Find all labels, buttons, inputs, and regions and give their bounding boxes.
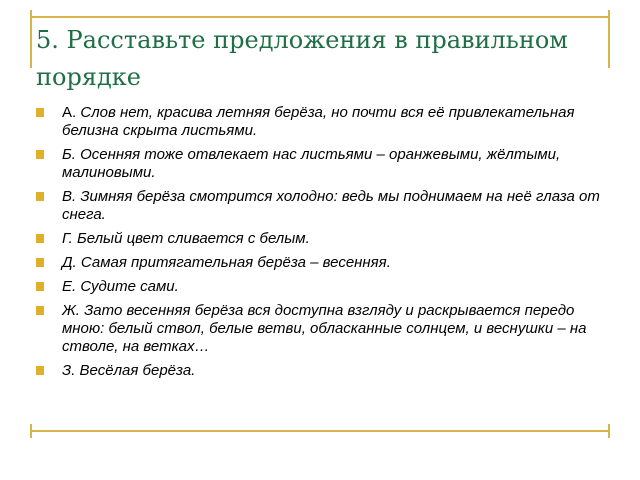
square-bullet-icon [36,366,44,375]
square-bullet-icon [36,150,44,159]
item-text: Е. Судите сами. [62,278,179,295]
frame-bottom-left-tick [30,424,32,438]
frame-bottom-right-tick [608,424,610,438]
item-letter: А. [62,104,77,121]
item-text: Г. Белый цвет сливается с белым. [62,230,310,247]
square-bullet-icon [36,108,44,117]
frame-bottom-line [30,430,610,432]
list-item [36,188,602,224]
frame-right-line [608,10,610,68]
list-item [36,104,602,140]
list-item [36,146,602,182]
list-item [36,278,602,296]
square-bullet-icon [36,306,44,315]
square-bullet-icon [36,234,44,243]
frame-left-line [30,10,32,68]
square-bullet-icon [36,282,44,291]
list-item [36,230,602,248]
item-text: Д. Самая притягательная берёза – весенняя. [62,254,391,271]
list-item [36,362,602,380]
sentence-list [36,104,602,386]
item-text: З. Весёлая берёза. [62,362,196,379]
square-bullet-icon [36,258,44,267]
slide-title: 5. Расставьте предложения в правильном порядке [36,26,568,91]
item-text: В. Зимняя берёза смотрится холодно: ведь мы поднимаем на неё глаза от снега. [62,188,600,223]
list-item [36,302,602,356]
frame-top-line [30,16,610,18]
square-bullet-icon [36,192,44,201]
item-text: Слов нет, красива летняя берёза, но почти вся её привлекательная белизна скрыта листьями. [62,104,575,139]
item-text: Ж. Зато весенняя берёза вся доступна взгляду и раскрывается передо мною: белый ствол, белые ветви, обласканные солнцем, и веснушки – на стволе, на ветках… [62,302,587,355]
item-text: Б. Осенняя тоже отвлекает нас листьями – оранжевыми, жёлтыми, малиновыми. [62,146,561,181]
list-item [36,254,602,272]
